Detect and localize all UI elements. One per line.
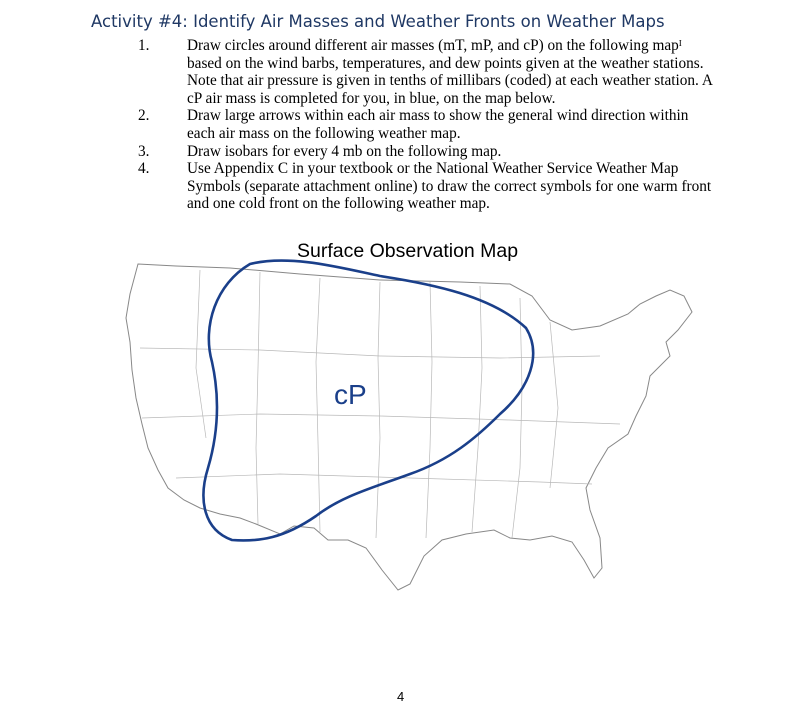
step-text: Draw isobars for every 4 mb on the following map. <box>187 142 502 160</box>
step-number: 2. <box>138 107 150 125</box>
us-outline <box>126 264 692 590</box>
surface-observation-map <box>80 238 730 658</box>
instruction-step <box>138 143 718 161</box>
cp-air-mass-circle <box>203 261 533 541</box>
activity-heading: Activity #4: Identify Air Masses and Weather Fronts on Weather Maps <box>91 12 665 31</box>
instruction-step <box>138 160 718 213</box>
instruction-list <box>138 37 718 213</box>
state-lines <box>140 270 620 538</box>
step-number: 1. <box>138 37 150 54</box>
instruction-step <box>138 37 718 107</box>
instruction-step <box>138 107 718 142</box>
page-number: 4 <box>397 689 405 704</box>
cp-label: cP <box>334 379 367 410</box>
step-text: Draw large arrows within each air mass to show the general wind direction within each air mass on the following weather map. <box>187 107 689 142</box>
step-text: Use Appendix C in your textbook or the National Weather Service Weather Map Symbols (separate attachment online) to draw the correct symbols for one warm front and one cold front on the following weather map. <box>187 160 712 213</box>
step-text: Draw circles around different air masses (mT, mP, and cP) on the following mapᴵ based on the wind barbs, temperatures, and dew points given at the weather stations. Note that air pressure is given in tenths of millibars (coded) at each weather station. A cP air mass is completed for you, in blue, on the map below. <box>187 37 713 107</box>
step-number: 4. <box>138 160 150 178</box>
step-number: 3. <box>138 142 150 160</box>
map-title: Surface Observation Map <box>297 240 519 262</box>
